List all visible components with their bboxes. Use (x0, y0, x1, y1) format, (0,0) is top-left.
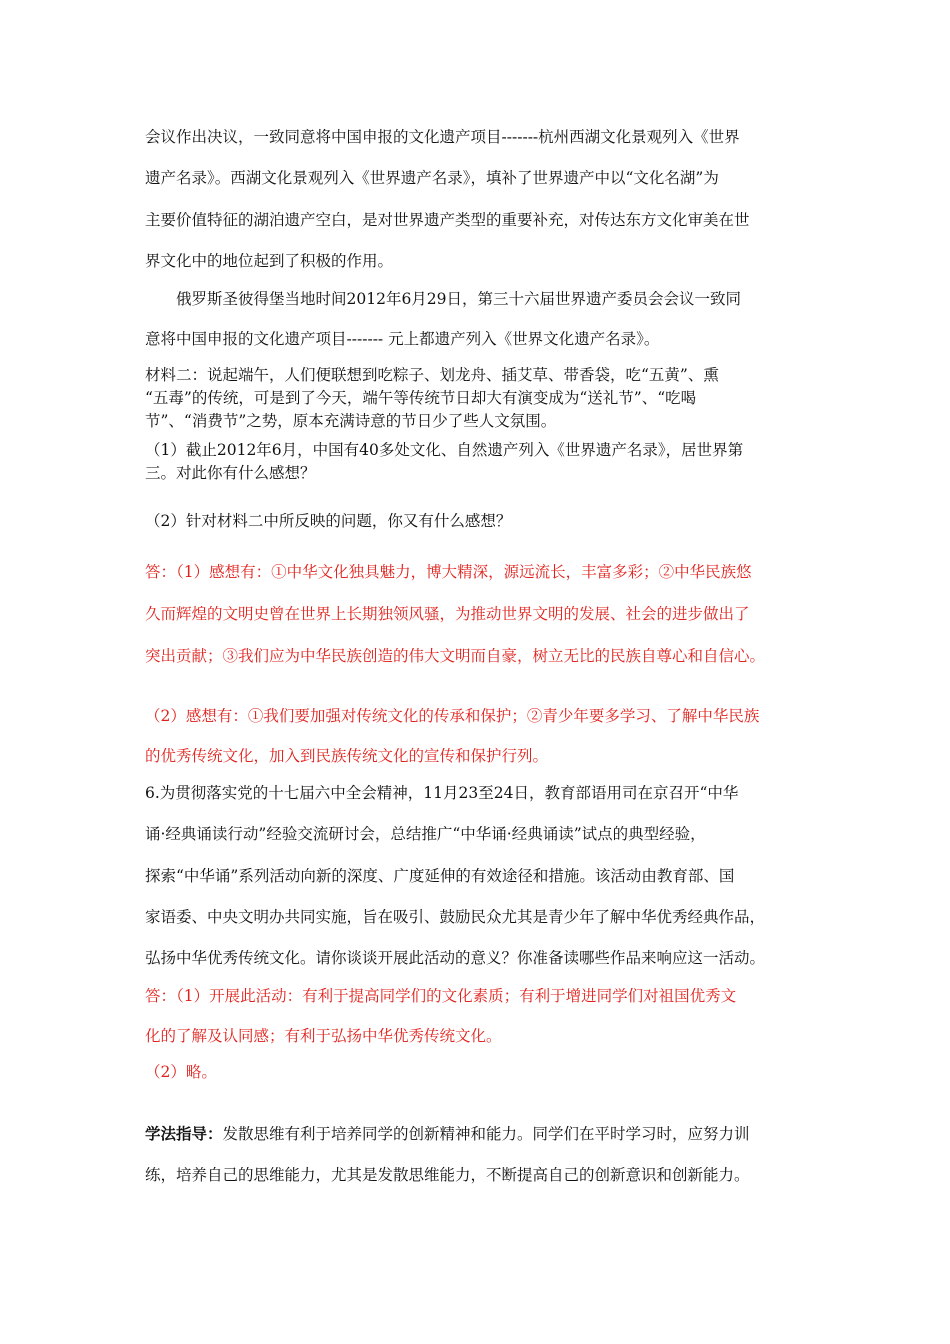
answer-line: 突出贡献；③我们应为中华民族创造的伟大文明而自豪，树立无比的民族自尊心和自信心。 (145, 647, 766, 665)
text-line: 主要价值特征的湖泊遗产空白，是对世界遗产类型的重要补充，对传达东方文化审美在世 (145, 211, 750, 229)
question-6-line: 6.为贯彻落实党的十七届六中全会精神，11月23至24日，教育部语用司在京召开“中华 (145, 784, 739, 802)
answer-line: （2）略。 (145, 1063, 217, 1081)
answer-line: 的优秀传统文化，加入到民族传统文化的宣传和保护行列。 (145, 747, 549, 765)
text-line: 界文化中的地位起到了积极的作用。 (145, 252, 394, 270)
text-line: 意将中国申报的文化遗产项目------- 元上都遗产列入《世界文化遗产名录》。 (145, 330, 660, 348)
answer-line: （2）感想有：①我们要加强对传统文化的传承和保护；②青少年要多学习、了解中华民族 (145, 707, 760, 725)
text-line: 节”、“消费节”之势，原本充满诗意的节日少了些人文氛围。 (145, 412, 557, 430)
text-line: 俄罗斯圣彼得堡当地时间2012年6月29日，第三十六届世界遗产委员会会议一致同 (176, 290, 742, 308)
question-6-line: 诵·经典诵读行动”经验交流研讨会，总结推广“中华诵·经典诵读”试点的典型经验， (145, 825, 706, 843)
question-6-line: 家语委、中央文明办共同实施，旨在吸引、鼓励民众尤其是青少年了解中华优秀经典作品， (145, 908, 766, 926)
method-guide-line: 练，培养自己的思维能力，尤其是发散思维能力，不断提高自己的创新意识和创新能力。 (145, 1166, 750, 1184)
question-2-line: （2）针对材料二中所反映的问题，你又有什么感想？ (145, 512, 512, 530)
text-line: 材料二：说起端午，人们便联想到吃粽子、划龙舟、插艾草、带香袋，吃“五黄”、熏 (145, 366, 719, 384)
text-line: 遗产名录》。西湖文化景观列入《世界遗产名录》，填补了世界遗产中以“文化名湖”为 (145, 169, 719, 187)
text-line: 会议作出决议，一致同意将中国申报的文化遗产项目-------杭州西湖文化景观列入《世界 (145, 128, 740, 146)
answer-line: 答：（1）感想有：①中华文化独具魅力，博大精深，源远流长，丰富多彩；②中华民族悠 (145, 563, 752, 581)
method-guide-label: 学法指导： (145, 1124, 223, 1143)
question-1-line: （1）截止2012年6月，中国有40多处文化、自然遗产列入《世界遗产名录》，居世界第 (145, 441, 744, 459)
question-1-line: 三。对此你有什么感想？ (145, 464, 316, 482)
question-6-line: 弘扬中华优秀传统文化。请你谈谈开展此活动的意义？你准备读哪些作品来响应这一活动。 (145, 949, 766, 967)
question-6-line: 探索“中华诵”系列活动向新的深度、广度延伸的有效途径和措施。该活动由教育部、国 (145, 867, 735, 885)
text-line: “五毒”的传统，可是到了今天，端午等传统节日却大有演变成为“送礼节”、“吃喝 (145, 389, 697, 407)
method-guide-text: 发散思维有利于培养同学的创新精神和能力。同学们在平时学习时，应努力训 (222, 1125, 750, 1143)
answer-line: 答：（1）开展此活动：有利于提高同学们的文化素质；有利于增进同学们对祖国优秀文 (145, 987, 737, 1005)
method-guide-line (145, 1123, 810, 1145)
answer-line: 久而辉煌的文明史曾在世界上长期独领风骚，为推动世界文明的发展、社会的进步做出了 (145, 605, 750, 623)
answer-line: 化的了解及认同感；有利于弘扬中华优秀传统文化。 (145, 1027, 502, 1045)
